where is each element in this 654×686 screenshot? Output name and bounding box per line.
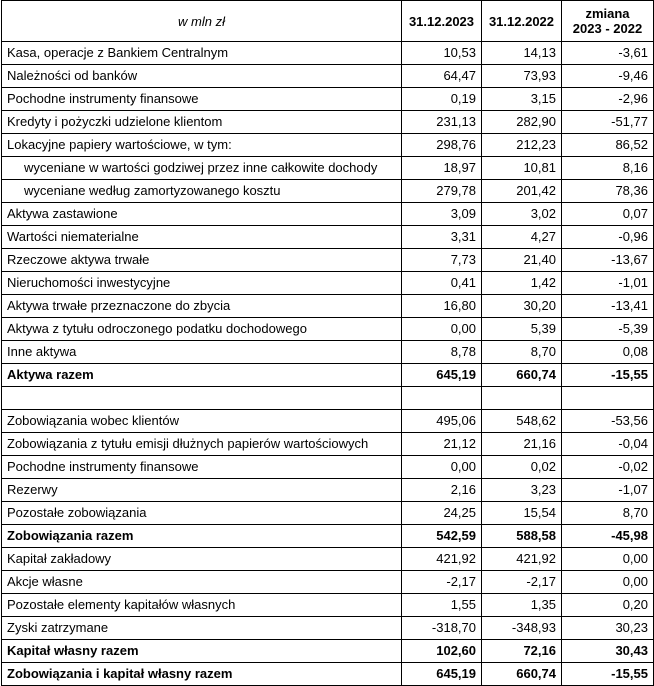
value-2023: 24,25	[402, 502, 482, 525]
value-change: -3,61	[562, 42, 654, 65]
total-row	[2, 640, 654, 663]
table-row	[2, 410, 654, 433]
value-2022: 588,58	[482, 525, 562, 548]
value-2022: 21,16	[482, 433, 562, 456]
value-change: 0,08	[562, 341, 654, 364]
row-label: wyceniane według zamortyzowanego kosztu	[2, 180, 402, 203]
value-2022: 3,23	[482, 479, 562, 502]
value-2023: 8,78	[402, 341, 482, 364]
grand-total-row	[2, 663, 654, 686]
row-label: Lokacyjne papiery wartościowe, w tym:	[2, 134, 402, 157]
table-row	[2, 479, 654, 502]
value-change: 30,43	[562, 640, 654, 663]
spacer-row	[2, 387, 654, 410]
value-2022: 421,92	[482, 548, 562, 571]
value-2023: 2,16	[402, 479, 482, 502]
value-change: -53,56	[562, 410, 654, 433]
table-row	[2, 226, 654, 249]
value-2023: 16,80	[402, 295, 482, 318]
value-2022: 660,74	[482, 364, 562, 387]
value-2023: 298,76	[402, 134, 482, 157]
value-2022: 3,15	[482, 88, 562, 111]
table-row	[2, 65, 654, 88]
header-change	[562, 1, 654, 42]
value-change: 78,36	[562, 180, 654, 203]
empty-cell	[2, 387, 402, 410]
value-change: 0,00	[562, 571, 654, 594]
balance-sheet-table	[1, 0, 654, 686]
value-2022: 10,81	[482, 157, 562, 180]
value-2023: 64,47	[402, 65, 482, 88]
row-label: Pozostałe zobowiązania	[2, 502, 402, 525]
empty-cell	[482, 387, 562, 410]
table-row	[2, 249, 654, 272]
table-row	[2, 111, 654, 134]
value-2022: 660,74	[482, 663, 562, 686]
row-label: Rezerwy	[2, 479, 402, 502]
value-2023: 0,19	[402, 88, 482, 111]
table-row	[2, 571, 654, 594]
value-change: -15,55	[562, 663, 654, 686]
row-label: Aktywa zastawione	[2, 203, 402, 226]
value-change: 8,70	[562, 502, 654, 525]
value-2022: 21,40	[482, 249, 562, 272]
value-2022: 3,02	[482, 203, 562, 226]
header-unit-label: w mln zł	[2, 1, 402, 42]
value-change: -13,41	[562, 295, 654, 318]
value-2023: 421,92	[402, 548, 482, 571]
table-row	[2, 456, 654, 479]
value-change: -5,39	[562, 318, 654, 341]
value-change: -1,07	[562, 479, 654, 502]
value-change: -15,55	[562, 364, 654, 387]
header-row	[2, 1, 654, 42]
row-label: Aktywa razem	[2, 364, 402, 387]
value-2022: 4,27	[482, 226, 562, 249]
table-row	[2, 548, 654, 571]
value-2023: 645,19	[402, 364, 482, 387]
table-row	[2, 594, 654, 617]
table-row	[2, 42, 654, 65]
value-change: 8,16	[562, 157, 654, 180]
value-2023: 18,97	[402, 157, 482, 180]
table-row	[2, 88, 654, 111]
value-2023: 495,06	[402, 410, 482, 433]
total-row	[2, 525, 654, 548]
value-2023: 3,31	[402, 226, 482, 249]
value-2023: 7,73	[402, 249, 482, 272]
value-2022: 1,42	[482, 272, 562, 295]
row-label: Nieruchomości inwestycyjne	[2, 272, 402, 295]
table-row	[2, 203, 654, 226]
row-label: Kasa, operacje z Bankiem Centralnym	[2, 42, 402, 65]
value-2022: 72,16	[482, 640, 562, 663]
value-change: 0,00	[562, 548, 654, 571]
table-row	[2, 134, 654, 157]
table-row	[2, 180, 654, 203]
value-change: 30,23	[562, 617, 654, 640]
value-2022: -2,17	[482, 571, 562, 594]
row-label: Należności od banków	[2, 65, 402, 88]
row-label: wyceniane w wartości godziwej przez inne całkowite dochody	[2, 157, 402, 180]
value-2023: 231,13	[402, 111, 482, 134]
value-2023: 0,00	[402, 318, 482, 341]
value-2023: 542,59	[402, 525, 482, 548]
value-change: -2,96	[562, 88, 654, 111]
value-2022: 8,70	[482, 341, 562, 364]
value-2023: -318,70	[402, 617, 482, 640]
value-change: -1,01	[562, 272, 654, 295]
row-label: Kredyty i pożyczki udzielone klientom	[2, 111, 402, 134]
value-change: 0,20	[562, 594, 654, 617]
value-2023: 1,55	[402, 594, 482, 617]
value-2022: -348,93	[482, 617, 562, 640]
row-label: Inne aktywa	[2, 341, 402, 364]
table-row	[2, 341, 654, 364]
header-change-line1: zmiana	[585, 6, 630, 21]
table-row	[2, 502, 654, 525]
table-row	[2, 295, 654, 318]
value-change: -0,04	[562, 433, 654, 456]
value-2022: 212,23	[482, 134, 562, 157]
value-2022: 15,54	[482, 502, 562, 525]
value-2022: 548,62	[482, 410, 562, 433]
row-label: Pochodne instrumenty finansowe	[2, 456, 402, 479]
table-row	[2, 272, 654, 295]
value-2023: 21,12	[402, 433, 482, 456]
table-row	[2, 617, 654, 640]
value-change: -0,02	[562, 456, 654, 479]
value-2023: 0,00	[402, 456, 482, 479]
row-label: Akcje własne	[2, 571, 402, 594]
row-label: Pochodne instrumenty finansowe	[2, 88, 402, 111]
value-change: -51,77	[562, 111, 654, 134]
value-2023: 645,19	[402, 663, 482, 686]
row-label: Zobowiązania i kapitał własny razem	[2, 663, 402, 686]
empty-cell	[562, 387, 654, 410]
header-2022: 31.12.2022	[482, 1, 562, 42]
value-change: 0,07	[562, 203, 654, 226]
value-2023: -2,17	[402, 571, 482, 594]
value-2023: 0,41	[402, 272, 482, 295]
empty-cell	[402, 387, 482, 410]
value-change: -0,96	[562, 226, 654, 249]
row-label: Zobowiązania wobec klientów	[2, 410, 402, 433]
value-2022: 1,35	[482, 594, 562, 617]
row-label: Aktywa trwałe przeznaczone do zbycia	[2, 295, 402, 318]
value-2022: 73,93	[482, 65, 562, 88]
row-label: Aktywa z tytułu odroczonego podatku dochodowego	[2, 318, 402, 341]
row-label: Kapitał własny razem	[2, 640, 402, 663]
row-label: Zyski zatrzymane	[2, 617, 402, 640]
value-change: -13,67	[562, 249, 654, 272]
value-2022: 201,42	[482, 180, 562, 203]
value-2022: 30,20	[482, 295, 562, 318]
value-change: 86,52	[562, 134, 654, 157]
value-2023: 279,78	[402, 180, 482, 203]
value-change: -45,98	[562, 525, 654, 548]
row-label: Zobowiązania z tytułu emisji dłużnych papierów wartościowych	[2, 433, 402, 456]
value-2022: 0,02	[482, 456, 562, 479]
value-2023: 102,60	[402, 640, 482, 663]
row-label: Pozostałe elementy kapitałów własnych	[2, 594, 402, 617]
table-row	[2, 157, 654, 180]
total-row	[2, 364, 654, 387]
value-2022: 282,90	[482, 111, 562, 134]
row-label: Kapitał zakładowy	[2, 548, 402, 571]
value-2023: 3,09	[402, 203, 482, 226]
table-row	[2, 318, 654, 341]
value-2022: 5,39	[482, 318, 562, 341]
table-row	[2, 433, 654, 456]
header-change-line2: 2023 - 2022	[572, 21, 643, 36]
row-label: Rzeczowe aktywa trwałe	[2, 249, 402, 272]
row-label: Wartości niematerialne	[2, 226, 402, 249]
row-label: Zobowiązania razem	[2, 525, 402, 548]
value-change: -9,46	[562, 65, 654, 88]
value-2023: 10,53	[402, 42, 482, 65]
value-2022: 14,13	[482, 42, 562, 65]
header-2023: 31.12.2023	[402, 1, 482, 42]
